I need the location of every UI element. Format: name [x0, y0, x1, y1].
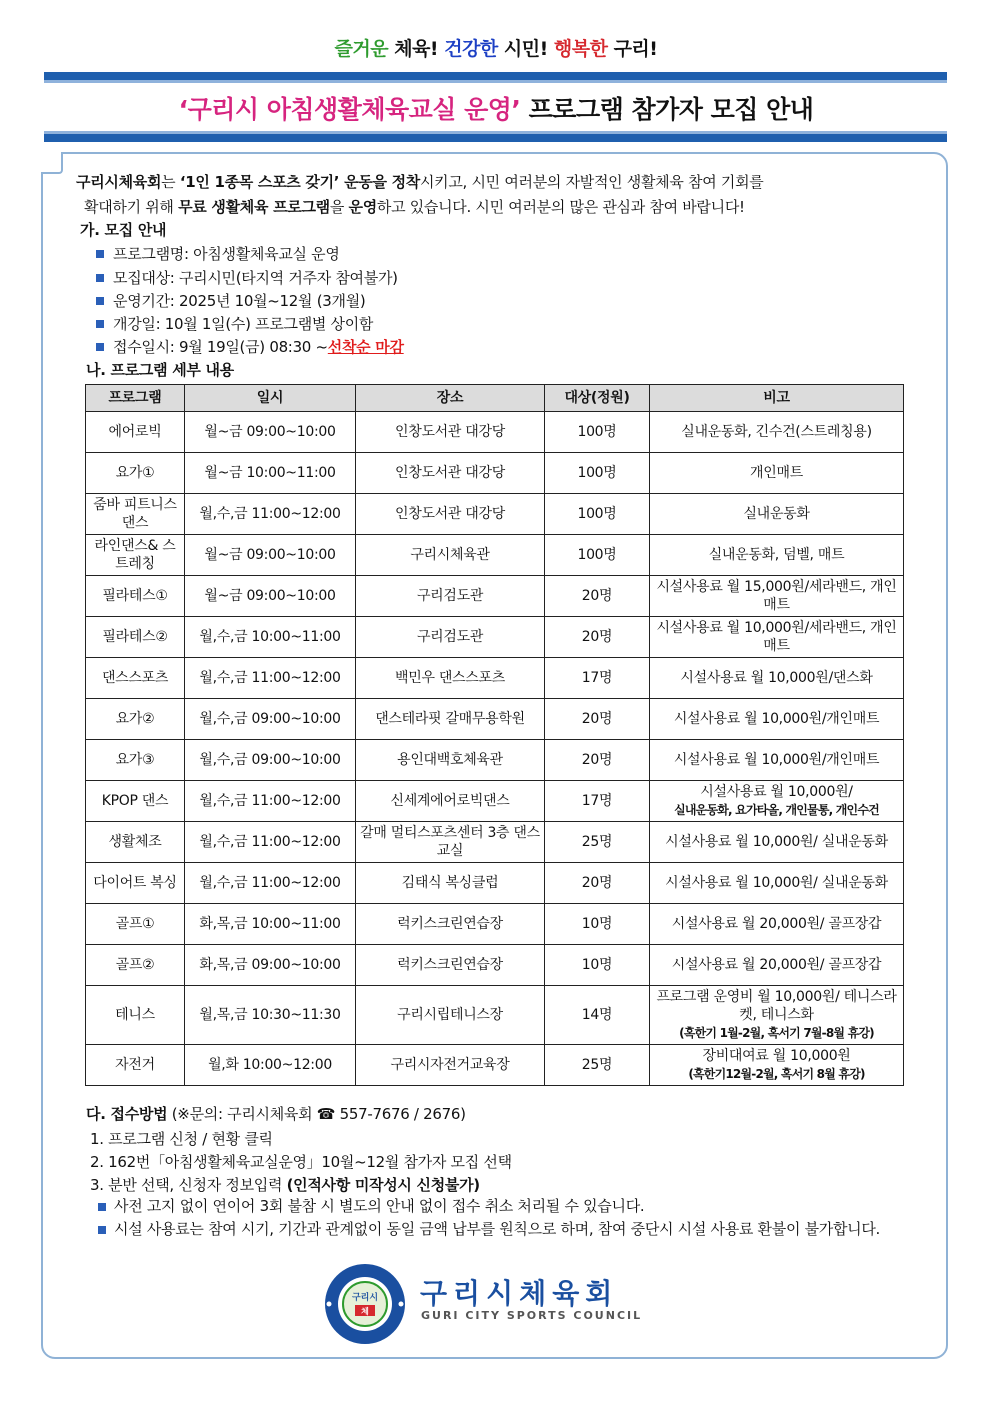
sports-council-emblem-icon [323, 1262, 407, 1346]
program-cell: 줌바 피트니스댄스 [86, 494, 185, 535]
note-cell: 시설사용료 월 10,000원/댄스화 [650, 658, 904, 699]
location-cell: 럭키스크린연습장 [356, 945, 545, 986]
bullet-square-icon [96, 320, 104, 328]
schedule-cell: 월~금 10:00~11:00 [185, 453, 356, 494]
program-cell: 테니스 [86, 986, 185, 1045]
capacity-cell: 100명 [545, 453, 650, 494]
capacity-cell: 17명 [545, 658, 650, 699]
divider [44, 72, 947, 80]
table-row [86, 576, 904, 617]
capacity-cell: 100명 [545, 412, 650, 453]
divider [44, 80, 947, 83]
note-cell: 시설사용료 월 10,000원/세라밴드, 개인매트 [650, 617, 904, 658]
bullet-square-icon [98, 1226, 106, 1234]
bullet-square-icon [96, 274, 104, 282]
slogan-part: 건강한 [444, 38, 498, 60]
location-cell: 구리검도관 [356, 576, 545, 617]
table-row [86, 617, 904, 658]
location-cell: 인창도서관 대강당 [356, 412, 545, 453]
schedule-cell: 월~금 09:00~10:00 [185, 576, 356, 617]
note-cell: 시설사용료 월 10,000원/ 실내운동화 [650, 822, 904, 863]
location-cell: 럭키스크린연습장 [356, 904, 545, 945]
slogan [0, 34, 992, 61]
program-cell: 댄스스포츠 [86, 658, 185, 699]
program-cell: 요가① [86, 453, 185, 494]
table-row [86, 904, 904, 945]
capacity-cell: 10명 [545, 904, 650, 945]
intro-paragraph: 구리시체육회는 ‘1인 1종목 스포츠 갖기’ 운동을 정착시키고, 시민 여러분의 자발적인 생활체육 참여 기회를 확대하기 위해 무료 생활체육 프로그램을 운영하고 있습니다. 시민 여러분의 많은 관심과 참여 바랍니다! [76, 173, 764, 216]
location-cell: 구리시립테니스장 [356, 986, 545, 1045]
location-cell: 구리시체육관 [356, 535, 545, 576]
location-cell: 김태식 복싱클럽 [356, 863, 545, 904]
info-item: 개강일: 10월 1일(수) 프로그램별 상이함 [96, 313, 373, 334]
notice-item: 사전 고지 없이 연이어 3회 불참 시 별도의 안내 없이 접수 취소 처리될 수 있습니다. [98, 1195, 928, 1218]
step-item: 3. 분반 선택, 신청자 정보입력 (인적사항 미작성시 신청불가) [90, 1176, 480, 1194]
location-cell: 댄스테라핏 갈매무용학원 [356, 699, 545, 740]
emblem-label: 구리시 [351, 1293, 379, 1303]
slogan-part: 체육! [388, 38, 445, 60]
note-cell: 실내운동화, 덤벨, 매트 [650, 535, 904, 576]
title-rest: 프로그램 참가자 모집 안내 [520, 95, 814, 124]
table-row [86, 740, 904, 781]
column-header: 대상(정원) [545, 385, 650, 412]
location-cell: 인창도서관 대강당 [356, 494, 545, 535]
schedule-cell: 월~금 09:00~10:00 [185, 535, 356, 576]
table-row [86, 453, 904, 494]
schedule-cell: 월,수,금 11:00~12:00 [185, 658, 356, 699]
info-item: 프로그램명: 아침생활체육교실 운영 [96, 243, 340, 264]
location-cell: 갈매 멀티스포츠센터 3층 댄스교실 [356, 822, 545, 863]
schedule-cell: 월,수,금 09:00~10:00 [185, 699, 356, 740]
table-row [86, 863, 904, 904]
program-table [85, 384, 904, 1086]
folded-corner [41, 152, 63, 174]
section-heading-recruit: 가. 모집 안내 [80, 221, 167, 239]
table-row [86, 781, 904, 822]
program-cell: 골프① [86, 904, 185, 945]
location-cell: 인창도서관 대강당 [356, 453, 545, 494]
capacity-cell: 20명 [545, 699, 650, 740]
org-name: 구리시체육회 [420, 1277, 619, 1310]
program-cell: 자전거 [86, 1045, 185, 1086]
program-cell: 요가③ [86, 740, 185, 781]
schedule-cell: 화,목,금 10:00~11:00 [185, 904, 356, 945]
bullet-square-icon [96, 297, 104, 305]
capacity-cell: 20명 [545, 863, 650, 904]
column-header: 장소 [356, 385, 545, 412]
slogan-part: 행복한 [553, 38, 608, 60]
emblem-mark: 체 [361, 1307, 369, 1316]
schedule-cell: 화,목,금 09:00~10:00 [185, 945, 356, 986]
program-cell: 라인댄스& 스트레칭 [86, 535, 185, 576]
capacity-cell: 100명 [545, 535, 650, 576]
program-cell: 에어로빅 [86, 412, 185, 453]
location-cell: 구리시자전거교육장 [356, 1045, 545, 1086]
section-heading-apply: 다. 접수방법 (※문의: 구리시체육회 ☎ 557-7676 / 2676) [86, 1105, 466, 1123]
note-cell: 시설사용료 월 10,000원/개인매트 [650, 740, 904, 781]
note-cell: 시설사용료 월 15,000원/세라밴드, 개인매트 [650, 576, 904, 617]
capacity-cell: 100명 [545, 494, 650, 535]
table-row [86, 535, 904, 576]
bullet-square-icon [98, 1203, 106, 1211]
note-detail: (혹한기 1월-2월, 혹서기 7월-8월 휴강) [679, 1026, 874, 1040]
schedule-cell: 월,수,금 11:00~12:00 [185, 781, 356, 822]
program-cell: 골프② [86, 945, 185, 986]
schedule-cell: 월,수,금 11:00~12:00 [185, 863, 356, 904]
location-cell: 신세계에어로빅댄스 [356, 781, 545, 822]
note-cell: 실내운동화, 긴수건(스트레칭용) [650, 412, 904, 453]
page-title [0, 90, 992, 126]
column-header: 비고 [650, 385, 904, 412]
schedule-cell: 월,수,금 10:00~11:00 [185, 617, 356, 658]
location-cell: 구리검도관 [356, 617, 545, 658]
section-heading-details: 나. 프로그램 세부 내용 [86, 361, 234, 379]
org-name-en: GURI CITY SPORTS COUNCIL [421, 1309, 643, 1322]
step-item: 1. 프로그램 신청 / 현황 클릭 [90, 1130, 273, 1148]
note-cell: 시설사용료 월 10,000원/ 실내운동화 [650, 863, 904, 904]
note-cell: 시설사용료 월 20,000원/ 골프장갑 [650, 904, 904, 945]
program-cell: 요가② [86, 699, 185, 740]
note-detail: (혹한기12월-2월, 혹서기 8월 휴강) [688, 1067, 865, 1081]
column-header: 일시 [185, 385, 356, 412]
capacity-cell: 20명 [545, 617, 650, 658]
schedule-cell: 월,수,금 09:00~10:00 [185, 740, 356, 781]
program-cell: 필라테스① [86, 576, 185, 617]
slogan-part: 구리! [607, 38, 658, 60]
info-item: 운영기간: 2025년 10월~12월 (3개월) [96, 290, 365, 311]
table-header-row [86, 385, 904, 412]
table-row [86, 1045, 904, 1086]
schedule-cell: 월,화 10:00~12:00 [185, 1045, 356, 1086]
info-item: 모집대상: 구리시민(타지역 거주자 참여불가) [96, 267, 398, 288]
slogan-part: 즐거운 [334, 38, 389, 60]
schedule-cell: 월,수,금 11:00~12:00 [185, 494, 356, 535]
column-header: 프로그램 [86, 385, 185, 412]
table-row [86, 822, 904, 863]
note-cell: 개인매트 [650, 453, 904, 494]
note-cell: 시설사용료 월 10,000원/ 실내운동화, 요가타올, 개인물통, 개인수건 [650, 781, 904, 822]
table-row [86, 658, 904, 699]
notice-item: 시설 사용료는 참여 시기, 기간과 관계없이 동일 금액 납부를 원칙으로 하며, 참여 중단시 시설 사용료 환불이 불가합니다. [98, 1218, 928, 1241]
bullet-square-icon [96, 343, 104, 351]
program-cell: 필라테스② [86, 617, 185, 658]
program-cell: 다이어트 복싱 [86, 863, 185, 904]
capacity-cell: 17명 [545, 781, 650, 822]
note-cell: 시설사용료 월 20,000원/ 골프장갑 [650, 945, 904, 986]
program-cell: KPOP 댄스 [86, 781, 185, 822]
contact-info: (※문의: 구리시체육회 ☎ 557-7676 / 2676) [167, 1105, 466, 1123]
note-cell: 시설사용료 월 10,000원/개인매트 [650, 699, 904, 740]
title-highlight: ‘구리시 아침생활체육교실 운영’ [178, 95, 521, 124]
location-cell: 백민우 댄스스포츠 [356, 658, 545, 699]
table-row [86, 494, 904, 535]
schedule-cell: 월~금 09:00~10:00 [185, 412, 356, 453]
divider [44, 134, 947, 142]
bullet-square-icon [96, 250, 104, 258]
schedule-cell: 월,수,금 11:00~12:00 [185, 822, 356, 863]
program-cell: 생활체조 [86, 822, 185, 863]
note-cell: 실내운동화 [650, 494, 904, 535]
capacity-cell: 20명 [545, 576, 650, 617]
step-item: 2. 162번「아침생활체육교실운영」10월~12월 참가자 모집 선택 [90, 1153, 512, 1171]
location-cell: 용인대백호체육관 [356, 740, 545, 781]
capacity-cell: 25명 [545, 822, 650, 863]
table-row [86, 412, 904, 453]
deadline-highlight: 선착순 마감 [327, 338, 404, 356]
note-cell: 장비대여료 월 10,000원 (혹한기12월-2월, 혹서기 8월 휴강) [650, 1045, 904, 1086]
note-cell: 프로그램 운영비 월 10,000원/ 테니스라켓, 테니스화 (혹한기 1월-2월, 혹서기 7월-8월 휴강) [650, 986, 904, 1045]
slogan-part: 시민! [497, 38, 554, 60]
info-item: 접수일시: 9월 19일(금) 08:30 ~ 선착순 마감 [96, 336, 404, 357]
table-row [86, 986, 904, 1045]
capacity-cell: 14명 [545, 986, 650, 1045]
table-row [86, 699, 904, 740]
capacity-cell: 20명 [545, 740, 650, 781]
table-row [86, 945, 904, 986]
capacity-cell: 10명 [545, 945, 650, 986]
capacity-cell: 25명 [545, 1045, 650, 1086]
schedule-cell: 월,목,금 10:30~11:30 [185, 986, 356, 1045]
note-detail: 실내운동화, 요가타올, 개인물통, 개인수건 [674, 803, 879, 817]
